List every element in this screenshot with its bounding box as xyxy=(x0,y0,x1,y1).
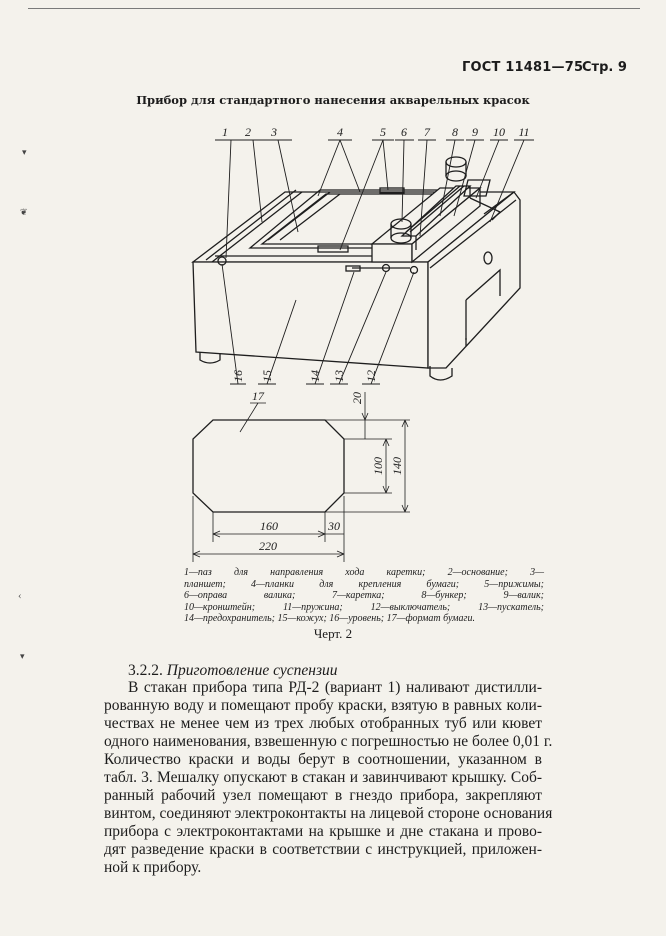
dim-220: 220 xyxy=(259,539,277,553)
legend-line: 6—оправа валика; 7—каретка; 8—бункер; 9—валик; xyxy=(184,590,544,601)
margin-mark: ▾ xyxy=(22,148,27,158)
body-line: табл. 3. Мешалку опускают в стакан и завинчивают крышку. Соб- xyxy=(104,769,542,786)
dim-100: 100 xyxy=(371,457,385,475)
callout-16: 16 xyxy=(231,370,245,382)
callout-6: 6 xyxy=(401,125,407,139)
figure-legend xyxy=(184,567,544,625)
callout-13: 13 xyxy=(332,370,346,382)
body-line: прибора с электроконтактами на крышке и дне стакана и прово- xyxy=(104,823,542,840)
paper-format-drawing xyxy=(193,389,410,562)
callout-10: 10 xyxy=(493,125,505,139)
standard-number: ГОСТ 11481—75 xyxy=(462,60,584,75)
margin-mark: ❦ xyxy=(20,208,28,218)
callout-9: 9 xyxy=(472,125,478,139)
body-line: винтом, соединяют электроконтакты на лицевой стороне основания xyxy=(104,805,553,822)
section-number: 3.2.2. xyxy=(128,662,163,679)
callout-12: 12 xyxy=(364,370,378,382)
dim-160: 160 xyxy=(260,519,278,533)
callout-1: 1 xyxy=(222,125,228,139)
paper-format-label: 17 xyxy=(252,389,264,403)
callout-11: 11 xyxy=(518,125,530,139)
callout-15: 15 xyxy=(260,370,274,382)
figure-caption: Черт. 2 xyxy=(313,626,353,641)
callout-14: 14 xyxy=(308,370,322,382)
callout-5: 5 xyxy=(380,125,386,139)
figure-title: Прибор для стандартного нанесения акварельных красок xyxy=(136,93,530,107)
body-line: рованную воду и помещают пробу краски, взятую в равных коли- xyxy=(104,697,542,714)
dim-140: 140 xyxy=(390,457,404,475)
legend-line: 10—кронштейн; 11—пружина; 12—выключатель; 13—пускатель; xyxy=(184,601,544,613)
page-number: Стр. 9 xyxy=(582,60,627,75)
section-body xyxy=(104,679,553,877)
apparatus-figure xyxy=(193,157,520,380)
section-heading xyxy=(128,662,338,680)
body-line: ранный рабочий узел помещают в гнездо прибора, закрепляют xyxy=(104,787,542,804)
dim-30: 30 xyxy=(328,519,340,533)
dim-20: 20 xyxy=(350,392,364,404)
callout-2: 2 xyxy=(245,125,251,139)
legend-line: 14—предохранитель; 15—кожух; 16—уровень; 17—формат бумаги. xyxy=(184,613,475,624)
body-line: В стакан прибора типа РД-2 (вариант 1) наливают дистилли- xyxy=(128,679,542,696)
body-line: Количество краски и воды берут в соотношении, указанном в xyxy=(104,751,542,768)
margin-mark: ▾ xyxy=(20,652,25,662)
body-line: дят разведение краски в соответствии с инструкцией, приложен- xyxy=(104,841,542,858)
legend-line: 1—паз для направления хода каретки; 2—основание; 3— xyxy=(184,567,544,578)
margin-mark: ‹ xyxy=(18,592,22,602)
body-line: одного наименования, взвешенную с погрешностью не более 0,01 г. xyxy=(104,733,553,750)
body-line: ной к прибору. xyxy=(104,859,202,876)
body-line: чествах не менее чем из трех любых отобранных туб или кювет xyxy=(104,715,542,732)
callout-7: 7 xyxy=(424,125,430,139)
callout-3: 3 xyxy=(271,125,277,139)
section-title: Приготовление суспензии xyxy=(166,662,338,679)
callout-8: 8 xyxy=(452,125,458,139)
legend-line: планшет; 4—планки для крепления бумаги; 5—прижимы; xyxy=(184,578,544,590)
callout-4: 4 xyxy=(337,125,343,139)
